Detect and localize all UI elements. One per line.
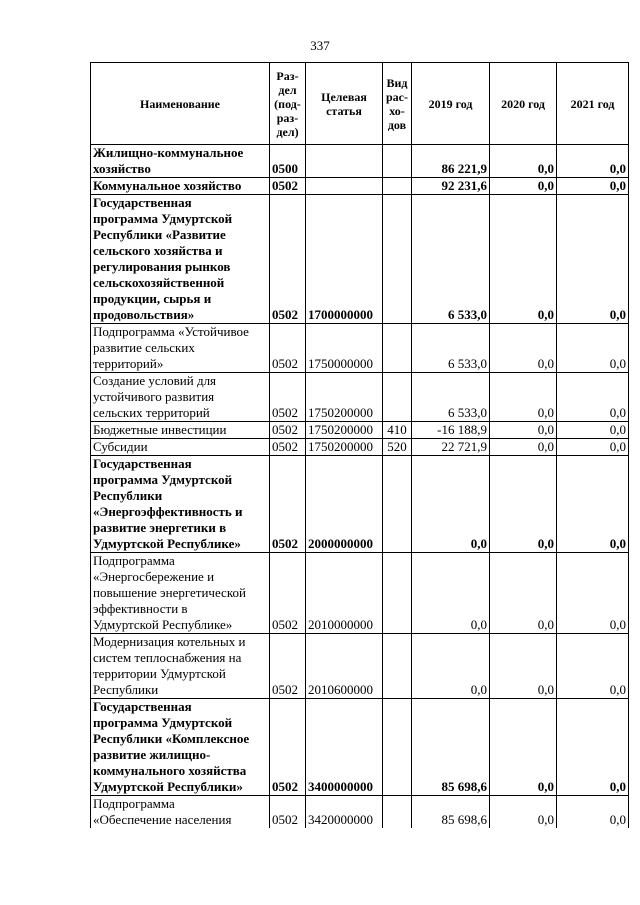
row-expense [383,145,412,178]
row-2021: 0,0 [557,373,629,422]
header-2020: 2020 год [490,63,557,145]
row-name: Жилищно-коммунальное хозяйство [91,145,270,178]
row-2021: 0,0 [557,699,629,796]
row-2019: 85 698,6 [412,796,490,829]
row-2019: 0,0 [412,456,490,553]
table-row [91,195,629,324]
row-2020: 0,0 [490,634,557,699]
row-2020: 0,0 [490,145,557,178]
row-2020: 0,0 [490,195,557,324]
row-section: 0502 [270,634,306,699]
header-2021: 2021 год [557,63,629,145]
row-target [306,145,383,178]
table-header-row [91,63,629,145]
row-target: 3420000000 [306,796,383,829]
row-2019: 85 698,6 [412,699,490,796]
row-expense [383,634,412,699]
table-row [91,439,629,456]
row-name: Субсидии [91,439,270,456]
row-2021: 0,0 [557,324,629,373]
row-2021: 0,0 [557,634,629,699]
row-target: 1750200000 [306,373,383,422]
row-expense: 520 [383,439,412,456]
row-target: 1750200000 [306,439,383,456]
row-target: 1750000000 [306,324,383,373]
row-2021: 0,0 [557,439,629,456]
row-name: Государственная программа Удмуртской Республики «Энергоэффективность и развитие энергетики в Удмуртской Республике» [91,456,270,553]
row-section: 0502 [270,699,306,796]
budget-table [90,62,629,828]
row-2019: 22 721,9 [412,439,490,456]
row-section: 0502 [270,422,306,439]
row-2019: 0,0 [412,634,490,699]
row-expense [383,324,412,373]
header-name: Наименование [91,63,270,145]
table-body [91,145,629,829]
row-name: Создание условий для устойчивого развития сельских территорий [91,373,270,422]
row-2021: 0,0 [557,553,629,634]
row-section: 0502 [270,456,306,553]
table-row [91,324,629,373]
header-section: Раз- дел (под- раз- дел) [270,63,306,145]
row-name: Государственная программа Удмуртской Республики «Развитие сельского хозяйства и регулирования рынков сельскохозяйственной продукции, сырья и продовольствия» [91,195,270,324]
row-2020: 0,0 [490,178,557,195]
row-2019: -16 188,9 [412,422,490,439]
row-2019: 6 533,0 [412,195,490,324]
row-2020: 0,0 [490,439,557,456]
row-target: 2000000000 [306,456,383,553]
row-name: Модернизация котельных и систем теплоснабжения на территории Удмуртской Республики [91,634,270,699]
row-target: 1750200000 [306,422,383,439]
row-name: Бюджетные инвестиции [91,422,270,439]
header-2019: 2019 год [412,63,490,145]
row-2021: 0,0 [557,422,629,439]
row-expense [383,178,412,195]
row-section: 0502 [270,439,306,456]
row-2019: 6 533,0 [412,373,490,422]
row-2019: 6 533,0 [412,324,490,373]
table-row [91,553,629,634]
row-target: 3400000000 [306,699,383,796]
row-target: 2010600000 [306,634,383,699]
row-target [306,178,383,195]
row-2019: 86 221,9 [412,145,490,178]
table-row [91,796,629,829]
row-target: 1700000000 [306,195,383,324]
row-expense [383,456,412,553]
row-2021: 0,0 [557,796,629,829]
row-2019: 0,0 [412,553,490,634]
table-row [91,456,629,553]
row-2020: 0,0 [490,553,557,634]
row-2020: 0,0 [490,699,557,796]
table-row [91,178,629,195]
row-2020: 0,0 [490,373,557,422]
row-expense: 410 [383,422,412,439]
row-2020: 0,0 [490,324,557,373]
row-name: Подпрограмма «Устойчивое развитие сельских территорий» [91,324,270,373]
table-row [91,145,629,178]
row-section: 0502 [270,195,306,324]
row-2019: 92 231,6 [412,178,490,195]
row-section: 0502 [270,373,306,422]
row-2021: 0,0 [557,145,629,178]
row-name: Государственная программа Удмуртской Республики «Комплексное развитие жилищно- коммунального хозяйства Удмуртской Республики» [91,699,270,796]
table-row [91,373,629,422]
row-2021: 0,0 [557,178,629,195]
row-expense [383,195,412,324]
row-section: 0502 [270,553,306,634]
table-row [91,634,629,699]
row-2021: 0,0 [557,456,629,553]
header-expense: Вид рас- хо- дов [383,63,412,145]
row-2020: 0,0 [490,796,557,829]
row-2020: 0,0 [490,456,557,553]
row-expense [383,373,412,422]
row-2020: 0,0 [490,422,557,439]
row-name: Коммунальное хозяйство [91,178,270,195]
row-section: 0500 [270,145,306,178]
row-target: 2010000000 [306,553,383,634]
row-expense [383,796,412,829]
header-target: Целевая статья [306,63,383,145]
page-number: 337 [310,38,330,53]
table-row [91,422,629,439]
row-expense [383,553,412,634]
table-row [91,699,629,796]
row-expense [383,699,412,796]
row-name: Подпрограмма «Энергосбережение и повышение энергетической эффективности в Удмуртской Республике» [91,553,270,634]
row-name: Подпрограмма «Обеспечение населения [91,796,270,829]
row-section: 0502 [270,178,306,195]
row-section: 0502 [270,796,306,829]
row-2021: 0,0 [557,195,629,324]
row-section: 0502 [270,324,306,373]
